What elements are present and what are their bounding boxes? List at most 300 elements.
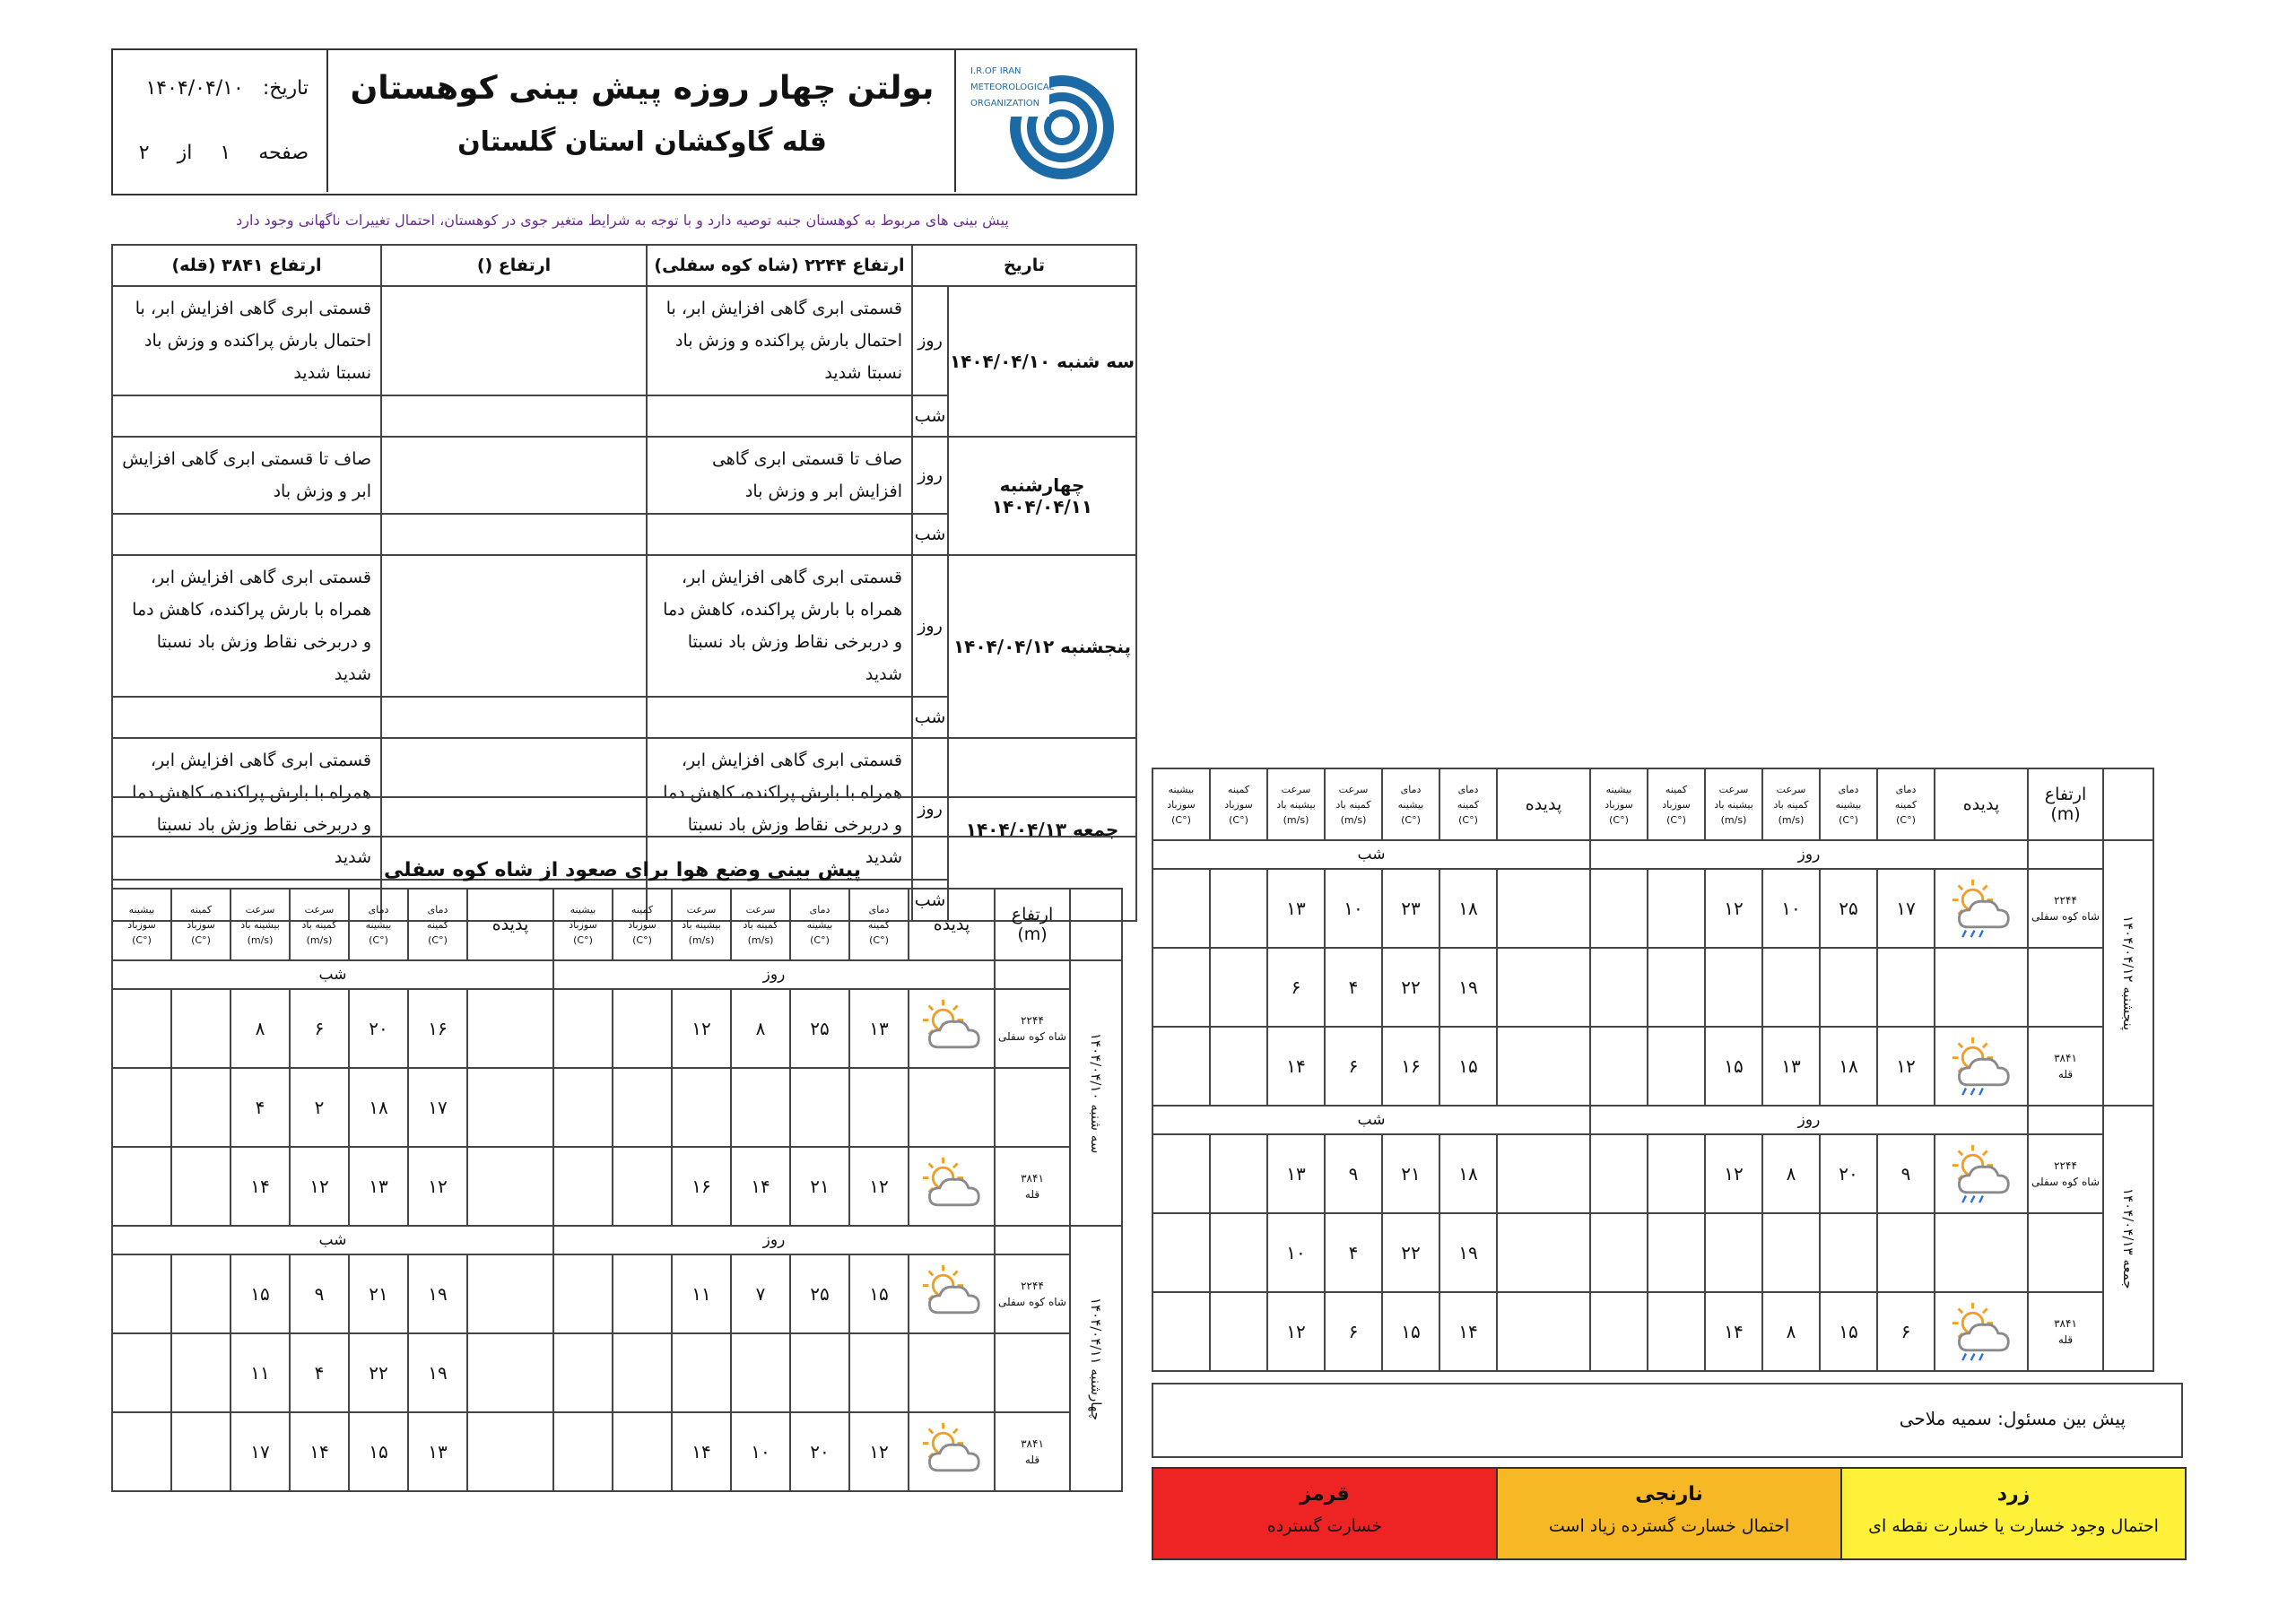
- forecast-row: [1152, 1292, 2153, 1371]
- value-cell: ۱۹: [408, 1333, 467, 1412]
- col-header: سرعت بیشینه باد (m/s): [1267, 768, 1325, 840]
- value-cell: [1877, 948, 1935, 1027]
- logo-text-3: ORGANIZATION: [970, 99, 1040, 108]
- header-alt2: ارتفاع (): [381, 245, 647, 286]
- value-cell: [672, 1333, 731, 1412]
- value-cell: [1152, 1213, 1210, 1292]
- value-cell: [171, 1333, 230, 1412]
- summary-night-cell: [112, 395, 381, 437]
- value-cell: ۱۷: [408, 1068, 467, 1147]
- legend-title: زرد: [1996, 1483, 2031, 1506]
- forecast-header-row: [112, 889, 1122, 960]
- value-cell: ۱۵: [1820, 1292, 1877, 1371]
- forecast-row: [112, 1147, 1122, 1226]
- col-header: دمای کمینه (°C): [849, 889, 909, 960]
- value-cell: ۱۲: [849, 1147, 909, 1226]
- value-cell: ۱۴: [731, 1147, 790, 1226]
- bulletin-subtitle: قله گاوکشان استان گلستان: [457, 126, 827, 158]
- value-cell: ۴: [290, 1333, 349, 1412]
- logo-text-2: METEOROLOGICAL: [970, 82, 1055, 92]
- value-cell: ۱۴: [290, 1412, 349, 1491]
- altitude-cell: [995, 1068, 1070, 1147]
- forecast-row: [112, 1254, 1122, 1333]
- logo-spiral-icon: [963, 59, 1109, 174]
- value-cell: [613, 1333, 672, 1412]
- value-cell: ۱۶: [1382, 1027, 1439, 1106]
- value-cell: ۱۲: [849, 1412, 909, 1491]
- summary-night-cell: [112, 514, 381, 555]
- col-header: سرعت بیشینه باد (m/s): [230, 889, 290, 960]
- value-cell: [613, 1412, 672, 1491]
- legend-orange: [1496, 1469, 1840, 1558]
- col-header: دمای بیشینه (°C): [790, 889, 849, 960]
- value-cell: [1648, 869, 1705, 948]
- value-cell: [1210, 1027, 1267, 1106]
- forecast-row: [1152, 1213, 2153, 1292]
- seg-blank: [2028, 840, 2103, 869]
- phenomenon-cell: [1497, 948, 1590, 1027]
- segment-row: [112, 960, 1122, 989]
- forecast-row: [1152, 1027, 2153, 1106]
- value-cell: [1152, 1292, 1210, 1371]
- summary-date: سه شنبه ۱۴۰۴/۰۴/۱۰: [948, 286, 1136, 437]
- legend-desc: خسارت گسترده: [1266, 1516, 1383, 1536]
- value-cell: ۱۳: [408, 1412, 467, 1491]
- phenomenon-cell: [1935, 1027, 2028, 1106]
- value-cell: ۶: [290, 989, 349, 1068]
- value-cell: ۱۵: [1382, 1292, 1439, 1371]
- value-cell: [849, 1333, 909, 1412]
- col-header: دمای کمینه (°C): [1439, 768, 1497, 840]
- responsible-forecaster: پیش بین مسئول: سمیه ملاحی: [1899, 1408, 2126, 1429]
- day-label: سه شنبه ۱۴۰۴/۰۴/۱۰: [1070, 960, 1122, 1226]
- notice-text: پیش بینی های مربوط به کوهستان جنبه توصیه دارد و با توجه به شرایط متغیر جوی در کوهستان، احتمال تغییرات ناگهانی وجود دارد: [236, 212, 1009, 229]
- value-cell: [790, 1333, 849, 1412]
- value-cell: [171, 1147, 230, 1226]
- summary-alt3: صاف تا قسمتی ابری گاهی افزایش ابر و وزش باد: [112, 437, 381, 514]
- value-cell: [171, 989, 230, 1068]
- phenomenon-cell: [909, 1147, 995, 1226]
- altitude-cell: ۳۸۴۱ قله: [995, 1412, 1070, 1491]
- value-cell: ۲: [290, 1068, 349, 1147]
- phenomenon-cell: [467, 1068, 553, 1147]
- col-header: سرعت بیشینه باد (m/s): [672, 889, 731, 960]
- warning-legend: [1152, 1467, 2187, 1560]
- forecast-row: [112, 989, 1122, 1068]
- value-cell: ۲۳: [1382, 869, 1439, 948]
- summary-date: جمعه ۱۴۰۴/۰۴/۱۳: [948, 738, 1136, 921]
- summary-alt2: [381, 286, 647, 395]
- value-cell: ۸: [731, 989, 790, 1068]
- col-header: بیشینه سوزباد (°C): [112, 889, 171, 960]
- value-cell: ۶: [1877, 1292, 1935, 1371]
- phenomenon-cell: [467, 989, 553, 1068]
- summary-day-row: [112, 437, 1136, 514]
- summary-date: پنجشنبه ۱۴۰۴/۰۴/۱۲: [948, 555, 1136, 738]
- sun-cloud-icon: [916, 1156, 987, 1217]
- sun-cloud-rain-icon: [1945, 1036, 2017, 1097]
- value-cell: ۴: [1325, 1213, 1382, 1292]
- value-cell: ۱۲: [1705, 869, 1762, 948]
- value-cell: [1648, 1213, 1705, 1292]
- value-cell: ۱۲: [408, 1147, 467, 1226]
- forecast-grid-left: [111, 888, 1123, 1492]
- col-header: دمای بیشینه (°C): [349, 889, 408, 960]
- col-header: دمای کمینه (°C): [408, 889, 467, 960]
- day-label: جمعه ۱۴۰۴/۰۴/۱۳: [2103, 1106, 2153, 1371]
- phenomenon-cell: [1935, 948, 2028, 1027]
- value-cell: ۱۸: [1439, 869, 1497, 948]
- legend-title: نارنجی: [1635, 1483, 1703, 1506]
- phenomenon-cell: [909, 1412, 995, 1491]
- col-phenomenon: پدیده: [1497, 768, 1590, 840]
- value-cell: [1590, 869, 1648, 948]
- forecast-row: [112, 1412, 1122, 1491]
- col-header: کمینه سوزباد (°C): [1648, 768, 1705, 840]
- value-cell: ۱۹: [408, 1254, 467, 1333]
- value-cell: ۱۰: [731, 1412, 790, 1491]
- value-cell: [112, 1254, 171, 1333]
- day-tag: روز: [912, 437, 948, 514]
- header-date: تاریخ: [912, 245, 1136, 286]
- forecast-row: [1152, 869, 2153, 948]
- phenomenon-cell: [909, 1254, 995, 1333]
- value-cell: [1590, 1292, 1648, 1371]
- value-cell: [1152, 948, 1210, 1027]
- segment-row: [1152, 1106, 2153, 1134]
- value-cell: ۲۱: [790, 1147, 849, 1226]
- value-cell: ۱۵: [1439, 1027, 1497, 1106]
- value-cell: [1820, 1213, 1877, 1292]
- value-cell: [1762, 948, 1820, 1027]
- value-cell: ۲۵: [1820, 869, 1877, 948]
- col-header: سرعت بیشینه باد (m/s): [1705, 768, 1762, 840]
- phenomenon-cell: [467, 1333, 553, 1412]
- col-header: بیشینه سوزباد (°C): [1152, 768, 1210, 840]
- phenomenon-cell: [1935, 1213, 2028, 1292]
- blank-header: [1070, 889, 1122, 960]
- value-cell: [1648, 1292, 1705, 1371]
- night-tag: شب: [912, 395, 948, 437]
- col-header: کمینه سوزباد (°C): [613, 889, 672, 960]
- value-cell: [171, 1412, 230, 1491]
- value-cell: ۱۳: [1267, 1134, 1325, 1213]
- phenomenon-cell: [1935, 1292, 2028, 1371]
- sun-cloud-rain-icon: [1945, 1301, 2017, 1362]
- value-cell: [553, 1333, 613, 1412]
- summary-night-cell: [112, 697, 381, 738]
- value-cell: [731, 1333, 790, 1412]
- value-cell: [553, 1068, 613, 1147]
- night-tag: شب: [912, 697, 948, 738]
- value-cell: ۲۲: [1382, 948, 1439, 1027]
- value-cell: ۱۷: [230, 1412, 290, 1491]
- value-cell: [553, 1147, 613, 1226]
- value-cell: ۱۲: [672, 989, 731, 1068]
- day-tag: روز: [912, 555, 948, 697]
- value-cell: ۱۶: [672, 1147, 731, 1226]
- value-cell: [112, 1412, 171, 1491]
- day-label: چهارشنبه ۱۴۰۴/۰۴/۱۱: [1070, 1226, 1122, 1491]
- altitude-cell: [2028, 1213, 2103, 1292]
- summary-alt3: قسمتی ابری گاهی افزایش ابر، با احتمال بارش پراکنده و وزش باد نسبتا شدید: [112, 286, 381, 395]
- value-cell: ۱۹: [1439, 1213, 1497, 1292]
- sun-cloud-icon: [916, 1421, 987, 1482]
- col-phenomenon: پدیده: [1935, 768, 2028, 840]
- altitude-cell: ۲۲۴۴ شاه کوه سفلی: [995, 1254, 1070, 1333]
- seg-blank: [995, 1226, 1070, 1254]
- altitude-cell: ۲۲۴۴ شاه کوه سفلی: [2028, 1134, 2103, 1213]
- page-row: [122, 142, 309, 164]
- sun-cloud-rain-icon: [1945, 878, 2017, 939]
- value-cell: [1210, 1134, 1267, 1213]
- altitude-cell: ۳۸۴۱ قله: [2028, 1292, 2103, 1371]
- col-altitude: ارتفاع (m): [2028, 768, 2103, 840]
- header-alt3: ارتفاع ۳۸۴۱ (قله): [112, 245, 381, 286]
- seg-day: روز: [1590, 1106, 2028, 1134]
- col-header: بیشینه سوزباد (°C): [553, 889, 613, 960]
- col-header: سرعت کمینه باد (m/s): [731, 889, 790, 960]
- value-cell: ۷: [731, 1254, 790, 1333]
- col-header: سرعت کمینه باد (m/s): [1325, 768, 1382, 840]
- value-cell: ۱۴: [1267, 1027, 1325, 1106]
- seg-night: شب: [1152, 1106, 1590, 1134]
- header-titles: [326, 50, 956, 192]
- value-cell: [849, 1068, 909, 1147]
- altitude-cell: ۲۲۴۴ شاه کوه سفلی: [995, 989, 1070, 1068]
- value-cell: ۱۵: [1705, 1027, 1762, 1106]
- phenomenon-cell: [1497, 1292, 1590, 1371]
- value-cell: ۱۳: [349, 1147, 408, 1226]
- forecast-row: [1152, 1134, 2153, 1213]
- value-cell: ۱۲: [1267, 1292, 1325, 1371]
- value-cell: [1648, 1134, 1705, 1213]
- value-cell: ۶: [1267, 948, 1325, 1027]
- day-tag: روز: [912, 286, 948, 395]
- value-cell: [553, 1412, 613, 1491]
- header-alt1: ارتفاع ۲۲۴۴ (شاه کوه سفلی): [647, 245, 912, 286]
- altitude-cell: ۲۲۴۴ شاه کوه سفلی: [2028, 869, 2103, 948]
- legend-desc: احتمال وجود خسارت یا خسارت نقطه ای: [1868, 1516, 2159, 1536]
- value-cell: [1590, 1134, 1648, 1213]
- value-cell: [1648, 1027, 1705, 1106]
- header-meta: [113, 50, 326, 192]
- phenomenon-cell: [909, 1068, 995, 1147]
- value-cell: [1152, 1134, 1210, 1213]
- day-tag: روز: [912, 738, 948, 880]
- value-cell: ۲۰: [790, 1412, 849, 1491]
- value-cell: [613, 1147, 672, 1226]
- summary-alt2: [381, 437, 647, 514]
- value-cell: ۹: [1325, 1134, 1382, 1213]
- value-cell: ۱۰: [1267, 1213, 1325, 1292]
- value-cell: ۲۰: [349, 989, 408, 1068]
- value-cell: ۱۷: [1877, 869, 1935, 948]
- phenomenon-cell: [1497, 1027, 1590, 1106]
- value-cell: ۱۴: [672, 1412, 731, 1491]
- value-cell: ۱۴: [230, 1147, 290, 1226]
- value-cell: [731, 1068, 790, 1147]
- value-cell: ۸: [230, 989, 290, 1068]
- col-phenomenon: پدیده: [467, 889, 553, 960]
- value-cell: ۸: [1762, 1292, 1820, 1371]
- summary-alt1: قسمتی ابری گاهی افزایش ابر، همراه با بارش پراکنده، کاهش دما و دربرخی نقاط وزش باد نسبتا شدید: [647, 555, 912, 697]
- phenomenon-cell: [909, 989, 995, 1068]
- bulletin-title: بولتن چهار روزه پیش بینی کوهستان: [350, 70, 935, 107]
- value-cell: ۱۰: [1325, 869, 1382, 948]
- forecast-table: [1152, 768, 2154, 1372]
- value-cell: [1590, 1027, 1648, 1106]
- night-tag: شب: [912, 880, 948, 921]
- value-cell: [1590, 1213, 1648, 1292]
- altitude-cell: [995, 1333, 1070, 1412]
- summary-night-cell: [381, 395, 647, 437]
- value-cell: [171, 1254, 230, 1333]
- value-cell: [1152, 1027, 1210, 1106]
- col-header: بیشینه سوزباد (°C): [1590, 768, 1648, 840]
- forecast-row: [112, 1068, 1122, 1147]
- summary-alt1: صاف تا قسمتی ابری گاهی افزایش ابر و وزش باد: [647, 437, 912, 514]
- altitude-cell: ۳۸۴۱ قله: [995, 1147, 1070, 1226]
- forecast-row: [1152, 948, 2153, 1027]
- phenomenon-cell: [467, 1412, 553, 1491]
- value-cell: ۱۱: [230, 1333, 290, 1412]
- col-header: کمینه سوزباد (°C): [171, 889, 230, 960]
- value-cell: ۲۲: [349, 1333, 408, 1412]
- seg-day: روز: [553, 960, 995, 989]
- summary-day-row: [112, 555, 1136, 697]
- forecast-header-row: [1152, 768, 2153, 840]
- value-cell: ۶: [1325, 1292, 1382, 1371]
- value-cell: [112, 1068, 171, 1147]
- seg-night: شب: [112, 1226, 553, 1254]
- value-cell: [171, 1068, 230, 1147]
- date-label: تاریخ:: [262, 77, 309, 100]
- seg-night: شب: [112, 960, 553, 989]
- phenomenon-cell: [1935, 1134, 2028, 1213]
- value-cell: [672, 1068, 731, 1147]
- altitude-cell: [2028, 948, 2103, 1027]
- value-cell: ۱۴: [1705, 1292, 1762, 1371]
- value-cell: [1152, 869, 1210, 948]
- segment-row: [1152, 840, 2153, 869]
- value-cell: ۴: [1325, 948, 1382, 1027]
- summary-header-row: [112, 245, 1136, 286]
- logo-text-1: I.R.OF IRAN: [970, 66, 1022, 76]
- value-cell: [613, 1068, 672, 1147]
- value-cell: [553, 1254, 613, 1333]
- value-cell: ۶: [1325, 1027, 1382, 1106]
- phenomenon-cell: [467, 1147, 553, 1226]
- value-cell: ۱۶: [408, 989, 467, 1068]
- value-cell: ۱۲: [1877, 1027, 1935, 1106]
- value-cell: ۲۱: [1382, 1134, 1439, 1213]
- value-cell: ۲۵: [790, 989, 849, 1068]
- seg-day: روز: [553, 1226, 995, 1254]
- seg-blank: [2028, 1106, 2103, 1134]
- page-label: صفحه: [258, 142, 309, 164]
- value-cell: ۱۸: [1820, 1027, 1877, 1106]
- value-cell: ۱۳: [1762, 1027, 1820, 1106]
- altitude-cell: ۳۸۴۱ قله: [2028, 1027, 2103, 1106]
- seg-blank: [995, 960, 1070, 989]
- phenomenon-cell: [909, 1333, 995, 1412]
- value-cell: ۱۵: [849, 1254, 909, 1333]
- value-cell: ۱۵: [349, 1412, 408, 1491]
- value-cell: ۱۸: [349, 1068, 408, 1147]
- summary-alt3: قسمتی ابری گاهی افزایش ابر، همراه با بارش پراکنده، کاهش دما و دربرخی نقاط وزش باد نسبتا شدید: [112, 555, 381, 697]
- value-cell: [1820, 948, 1877, 1027]
- col-header: کمینه سوزباد (°C): [1210, 768, 1267, 840]
- value-cell: [790, 1068, 849, 1147]
- phenomenon-cell: [1497, 1134, 1590, 1213]
- value-cell: [553, 989, 613, 1068]
- summary-alt1: قسمتی ابری گاهی افزایش ابر، با احتمال بارش پراکنده و وزش باد نسبتا شدید: [647, 286, 912, 395]
- summary-night-cell: [381, 514, 647, 555]
- value-cell: ۲۰: [1820, 1134, 1877, 1213]
- summary-night-cell: [647, 514, 912, 555]
- sun-cloud-icon: [916, 1263, 987, 1324]
- value-cell: [1590, 948, 1648, 1027]
- blank-header: [2103, 768, 2153, 840]
- day-label: پنجشنبه ۱۴۰۴/۰۴/۱۲: [2103, 840, 2153, 1106]
- summary-alt1: قسمتی ابری گاهی افزایش ابر، همراه با بارش پراکنده، کاهش دما و دربرخی نقاط وزش باد نسبتا شدید: [647, 738, 912, 880]
- page-of: از: [177, 142, 193, 164]
- legend-desc: احتمال خسارت گسترده زیاد است: [1548, 1516, 1790, 1536]
- seg-night: شب: [1152, 840, 1590, 869]
- value-cell: [1877, 1213, 1935, 1292]
- value-cell: [1210, 948, 1267, 1027]
- legend-title: قرمز: [1300, 1483, 1350, 1506]
- value-cell: ۹: [290, 1254, 349, 1333]
- phenomenon-cell: [467, 1254, 553, 1333]
- forecast-row: [112, 1333, 1122, 1412]
- value-cell: [112, 989, 171, 1068]
- value-cell: [1705, 1213, 1762, 1292]
- value-cell: [112, 1333, 171, 1412]
- value-cell: [613, 989, 672, 1068]
- legend-yellow: [1840, 1469, 2185, 1558]
- summary-day-row: [112, 286, 1136, 395]
- value-cell: ۱۱: [672, 1254, 731, 1333]
- seg-day: روز: [1590, 840, 2028, 869]
- value-cell: ۱۸: [1439, 1134, 1497, 1213]
- sun-cloud-icon: [916, 998, 987, 1059]
- summary-alt3: قسمتی ابری گاهی افزایش ابر، همراه با بارش پراکنده، کاهش دما و دربرخی نقاط وزش باد نسبتا شدید: [112, 738, 381, 880]
- value-cell: ۲۵: [790, 1254, 849, 1333]
- value-cell: ۲۲: [1382, 1213, 1439, 1292]
- value-cell: ۱۴: [1439, 1292, 1497, 1371]
- page-num: ۱: [220, 142, 231, 164]
- date-row: [122, 77, 309, 100]
- value-cell: ۲۱: [349, 1254, 408, 1333]
- value-cell: ۹: [1877, 1134, 1935, 1213]
- value-cell: [1648, 948, 1705, 1027]
- segment-row: [112, 1226, 1122, 1254]
- value-cell: ۱۲: [290, 1147, 349, 1226]
- bulletin-header: [111, 48, 1137, 195]
- summary-night-cell: [647, 395, 912, 437]
- summary-footer-row: [111, 796, 1137, 838]
- col-altitude: ارتفاع (m): [995, 889, 1070, 960]
- col-phenomenon: پدیده: [909, 889, 995, 960]
- phenomenon-cell: [1497, 1213, 1590, 1292]
- value-cell: ۱۲: [1705, 1134, 1762, 1213]
- col-header: دمای بیشینه (°C): [1382, 768, 1439, 840]
- value-cell: ۴: [230, 1068, 290, 1147]
- value-cell: [1705, 948, 1762, 1027]
- col-header: سرعت کمینه باد (m/s): [1762, 768, 1820, 840]
